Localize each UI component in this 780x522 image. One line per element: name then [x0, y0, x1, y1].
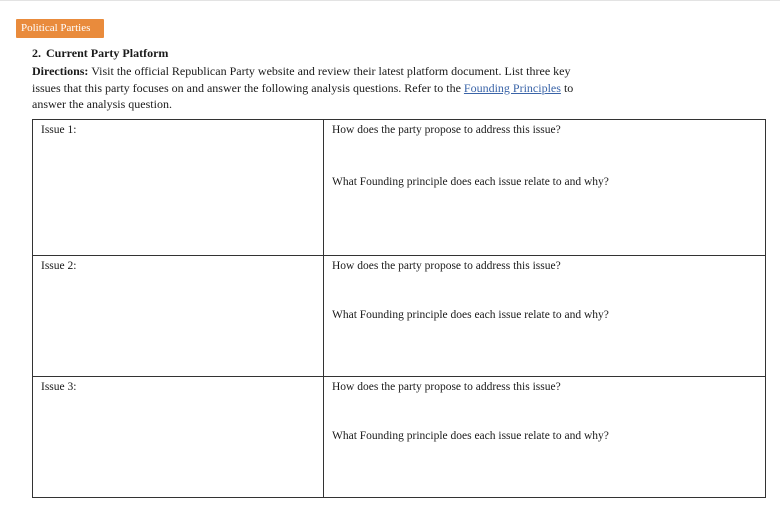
- issue-cell[interactable]: [33, 377, 324, 498]
- analysis-cell[interactable]: [324, 377, 766, 498]
- directions-text-1: Visit the official Republican Party website and review their latest platform document. List three key issues that this party focuses on and answer the following analysis questions. Refer to the: [32, 64, 571, 95]
- issue-label: Issue 3:: [41, 381, 77, 393]
- founding-principles-link[interactable]: Founding Principles: [463, 80, 561, 95]
- section-title: Current Party Platform: [46, 46, 169, 60]
- issue-cell[interactable]: [33, 256, 324, 377]
- principle-question: What Founding principle does each issue relate to and why?: [332, 309, 609, 321]
- issues-table: [32, 119, 766, 498]
- issue-label: Issue 2:: [41, 260, 77, 272]
- instructions-section: [32, 45, 592, 113]
- issue-label: Issue 1:: [41, 124, 77, 136]
- analysis-cell[interactable]: [324, 120, 766, 256]
- principle-question: What Founding principle does each issue relate to and why?: [332, 176, 609, 188]
- directions-paragraph: [32, 63, 592, 113]
- section-tag: Political Parties: [16, 19, 104, 38]
- directions-label: Directions:: [32, 64, 89, 78]
- table-row: [33, 256, 766, 377]
- address-question: How does the party propose to address this issue?: [332, 260, 561, 272]
- address-question: How does the party propose to address this issue?: [332, 381, 561, 393]
- principle-question: What Founding principle does each issue relate to and why?: [332, 430, 609, 442]
- top-divider: [0, 0, 780, 1]
- section-number: 2.: [32, 46, 41, 60]
- directions-text-2: to answer the analysis question.: [32, 80, 574, 111]
- section-heading: [32, 45, 592, 61]
- address-question: How does the party propose to address this issue?: [332, 124, 561, 136]
- table-row: [33, 377, 766, 498]
- analysis-cell[interactable]: [324, 256, 766, 377]
- issue-cell[interactable]: [33, 120, 324, 256]
- table-row: [33, 120, 766, 256]
